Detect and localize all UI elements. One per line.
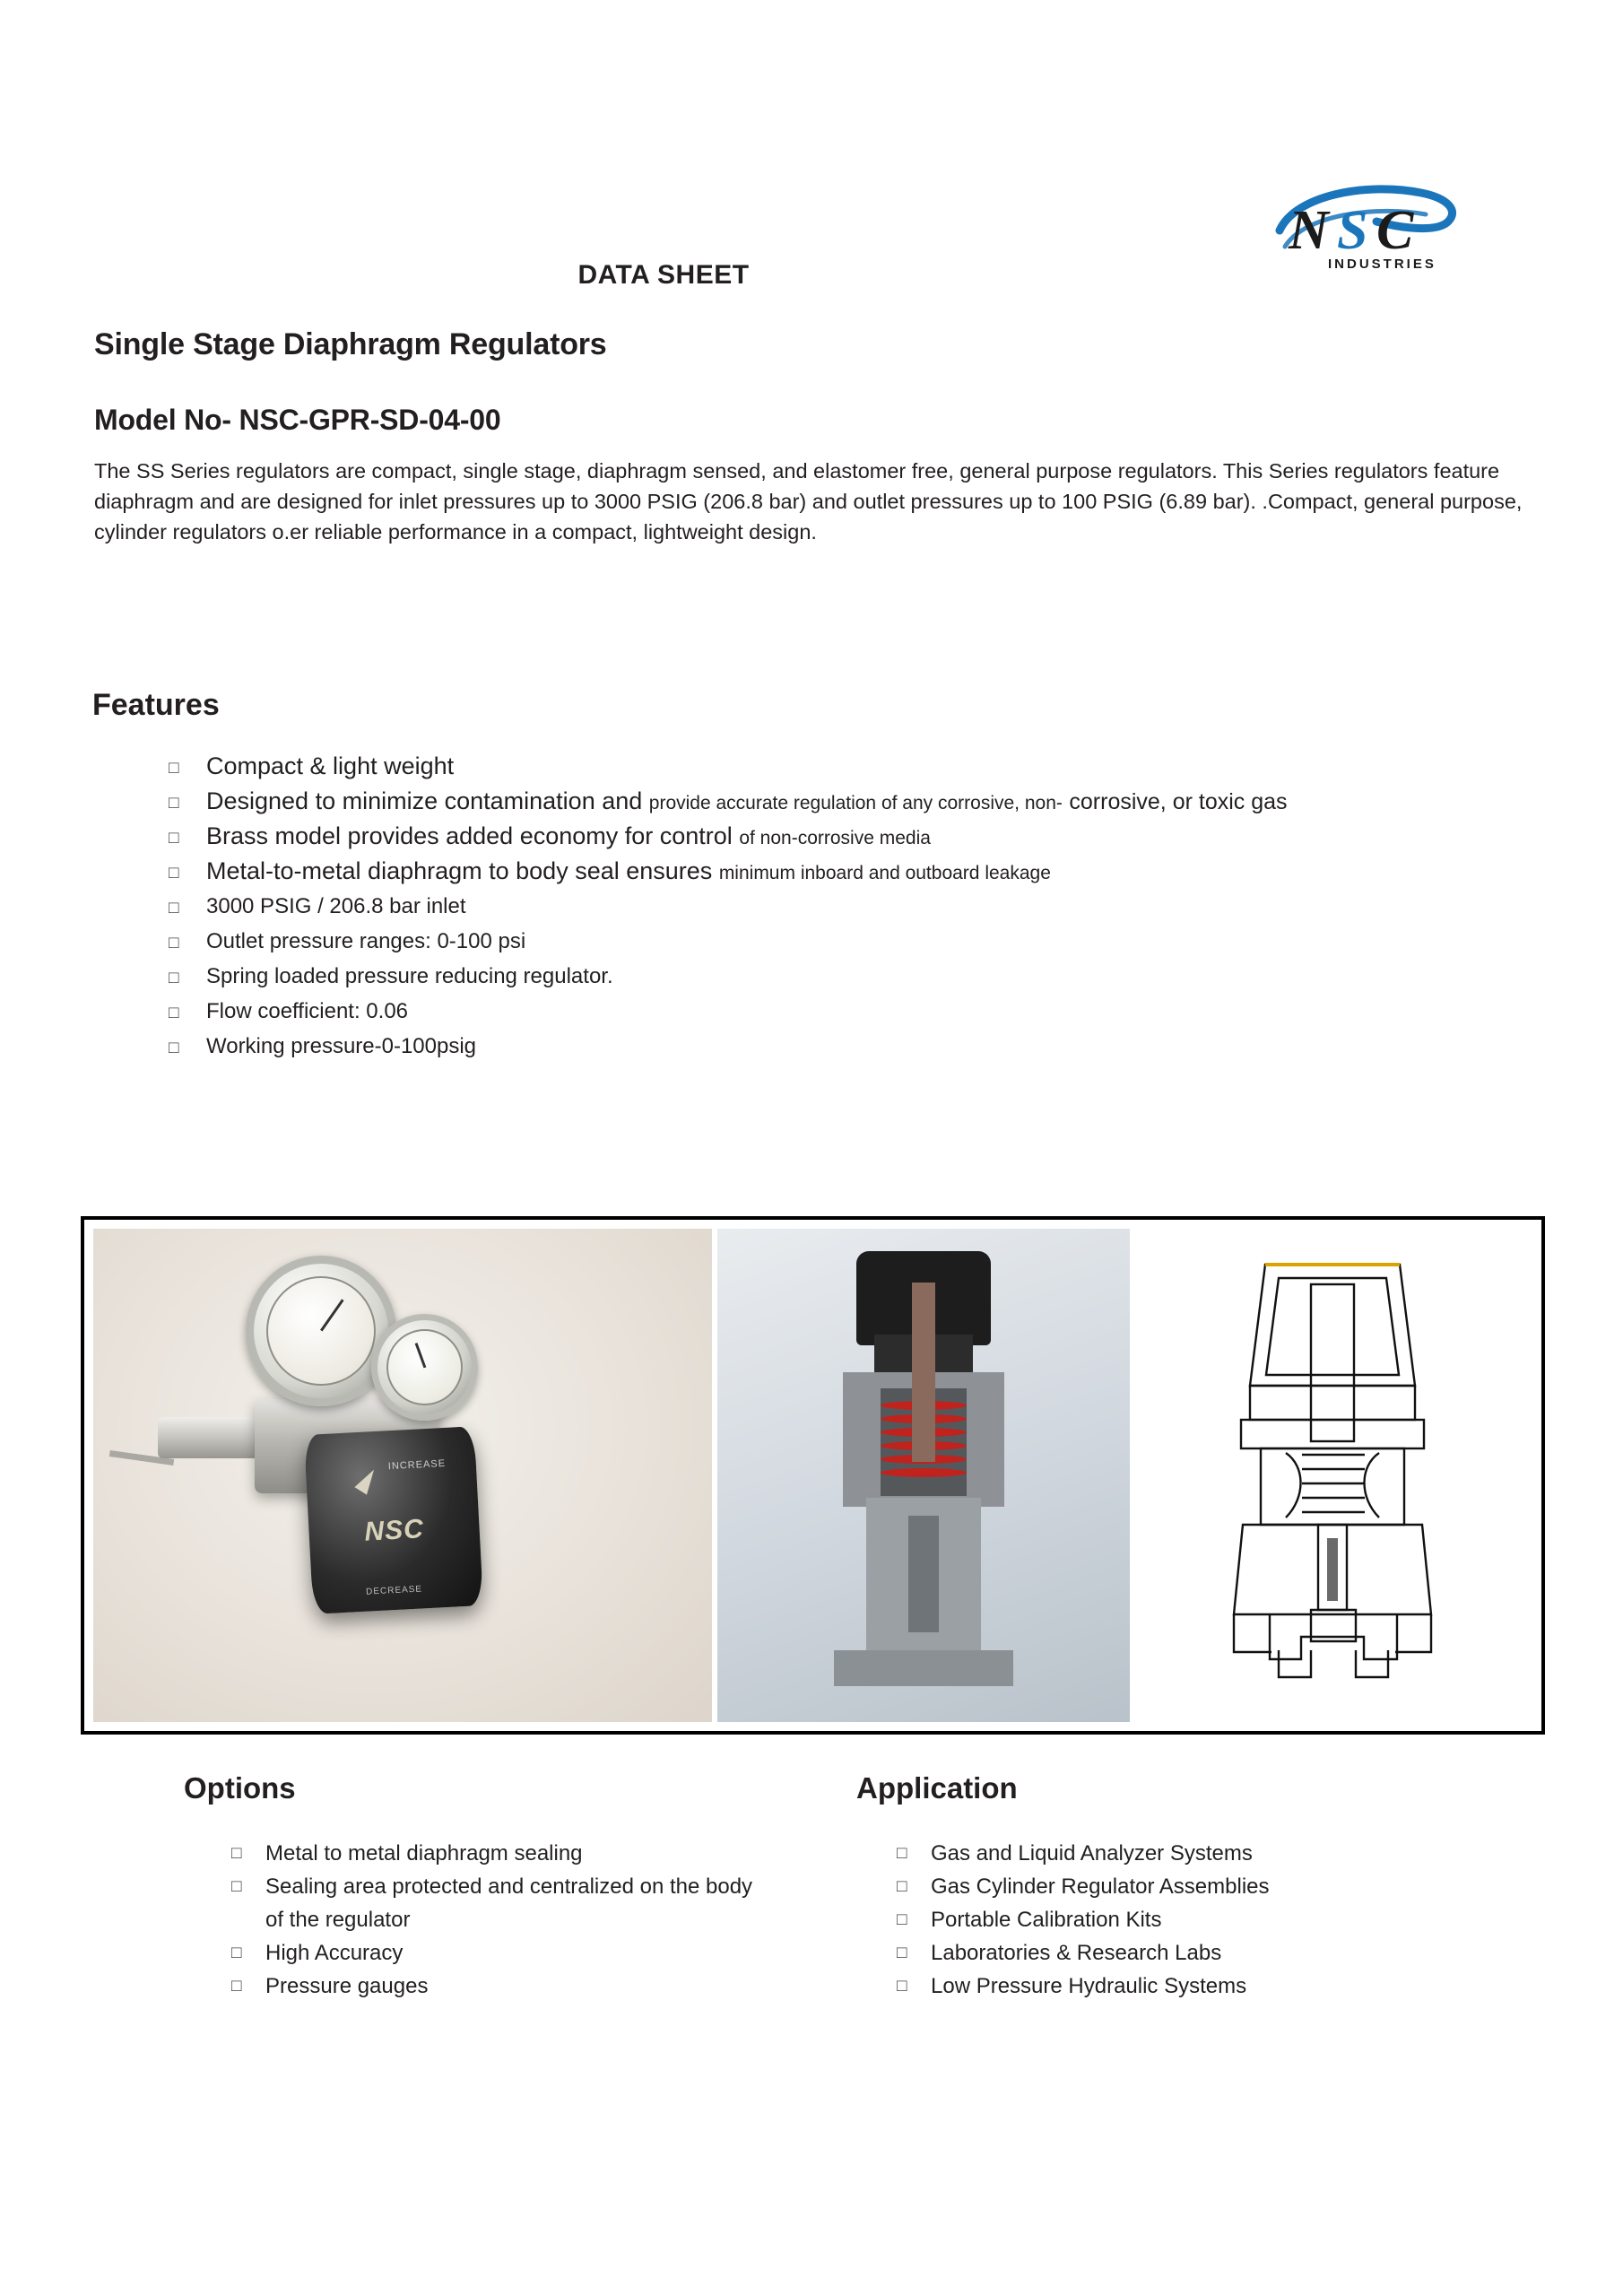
square-bullet-icon [169,995,206,1030]
features-heading: Features [92,688,220,722]
feature-text: Outlet pressure ranges: 0-100 psi [206,929,526,953]
feature-text-small: minimum inboard and outboard leakage [718,863,1051,883]
application-text: Low Pressure Hydraulic Systems [931,1974,1247,1998]
option-text: High Accuracy [265,1941,404,1965]
feature-text-tail: corrosive, or toxic gas [1069,789,1288,814]
feature-text: Working pressure-0-100psig [206,1034,477,1058]
feature-text [206,785,1288,820]
inlet-fitting [158,1417,265,1458]
gauge-needle [320,1299,344,1332]
list-item [231,1970,769,2003]
list-item [897,1870,1453,1903]
options-heading: Options [184,1771,296,1805]
feature-text: Spring loaded pressure reducing regulator. [206,964,613,988]
feature-text [206,820,931,855]
feature-item [169,995,1567,1030]
square-bullet-icon [897,1970,931,2003]
gauge-needle [414,1343,426,1368]
intro-paragraph: The SS Series regulators are compact, single stage, diaphragm sensed, and elastomer free, general purpose regulators. This Series regulators feature diaphragm and are designed for inlet pressures up to 3000 PSIG (206.8 bar) and outlet pressures up to 100 PSIG (6.89 bar). .Compact, general purpose, cylinder regulators o.er reliable performance in a compact, lightweight design. [94,459,1523,544]
feature-item [169,750,1567,785]
feature-text-main: Brass model provides added economy for control [206,822,733,849]
square-bullet-icon [231,1870,265,1903]
logo-subtext: INDUSTRIES [1328,257,1436,272]
list-item [231,1870,769,1936]
options-list [231,1837,769,2003]
feature-text: Compact & light weight [206,752,455,779]
line-drawing-svg [1135,1229,1530,1722]
list-item [897,1970,1453,2003]
cutaway-stem [912,1283,935,1462]
knob-increase-label: INCREASE [387,1457,447,1473]
increase-arrow-icon [354,1465,379,1494]
application-text: Portable Calibration Kits [931,1908,1162,1932]
product-image-panel [81,1216,1545,1735]
application-text: Laboratories & Research Labs [931,1941,1222,1965]
cutaway-base [834,1650,1013,1686]
feature-item [169,785,1567,820]
square-bullet-icon [169,820,206,855]
feature-text-main: Designed to minimize contamination and [206,787,643,814]
adjustment-knob [304,1426,483,1614]
list-item [897,1837,1453,1870]
feature-text-main: Metal-to-metal diaphragm to body seal ensures [206,857,713,884]
option-text: Sealing area protected and centralized on the body of the regulator [265,1874,753,1932]
application-text: Gas and Liquid Analyzer Systems [931,1841,1253,1866]
feature-item [169,820,1567,855]
cutaway-valve-seat [908,1516,939,1632]
option-text: Pressure gauges [265,1974,429,1998]
list-item [231,1837,769,1870]
square-bullet-icon [231,1936,265,1970]
square-bullet-icon [897,1936,931,1970]
svg-text:C: C [1376,200,1414,261]
square-bullet-icon [169,925,206,960]
option-text: Metal to metal diaphragm sealing [265,1841,583,1866]
list-item [897,1936,1453,1970]
application-list [897,1837,1453,2003]
regulator-cutaway-render [717,1229,1130,1722]
list-item [897,1903,1453,1936]
feature-item [169,925,1567,960]
document-label: DATA SHEET [577,260,750,290]
square-bullet-icon [897,1870,931,1903]
application-text: Gas Cylinder Regulator Assemblies [931,1874,1270,1899]
square-bullet-icon [231,1970,265,2003]
square-bullet-icon [169,960,206,995]
square-bullet-icon [897,1837,931,1870]
feature-item [169,855,1567,890]
low-pressure-gauge-icon [371,1314,478,1421]
square-bullet-icon [231,1837,265,1870]
feature-item [169,890,1567,925]
square-bullet-icon [169,890,206,925]
svg-text:S: S [1337,200,1368,261]
feature-text-small: of non-corrosive media [739,828,931,848]
square-bullet-icon [169,855,206,890]
knob-decrease-label: DECREASE [365,1584,423,1597]
square-bullet-icon [169,1030,206,1065]
feature-text-small: provide accurate regulation of any corrosive, non- [648,793,1063,813]
feature-item [169,1030,1567,1065]
svg-text:N: N [1289,200,1329,261]
regulator-line-drawing [1135,1229,1530,1722]
model-number: Model No- NSC-GPR-SD-04-00 [94,404,501,436]
features-list [169,750,1567,1065]
feature-item [169,960,1567,995]
feature-text: 3000 PSIG / 206.8 bar inlet [206,894,466,918]
square-bullet-icon [897,1903,931,1936]
product-title: Single Stage Diaphragm Regulators [94,327,607,361]
feature-text: Flow coefficient: 0.06 [206,999,409,1023]
square-bullet-icon [169,750,206,785]
knob-logo: NSC [363,1514,425,1547]
gauge-face [386,1329,463,1405]
square-bullet-icon [169,785,206,820]
gauge-face [266,1276,376,1386]
regulator-photo [93,1229,712,1722]
feature-text [206,855,1051,890]
list-item [231,1936,769,1970]
application-heading: Application [856,1771,1018,1805]
